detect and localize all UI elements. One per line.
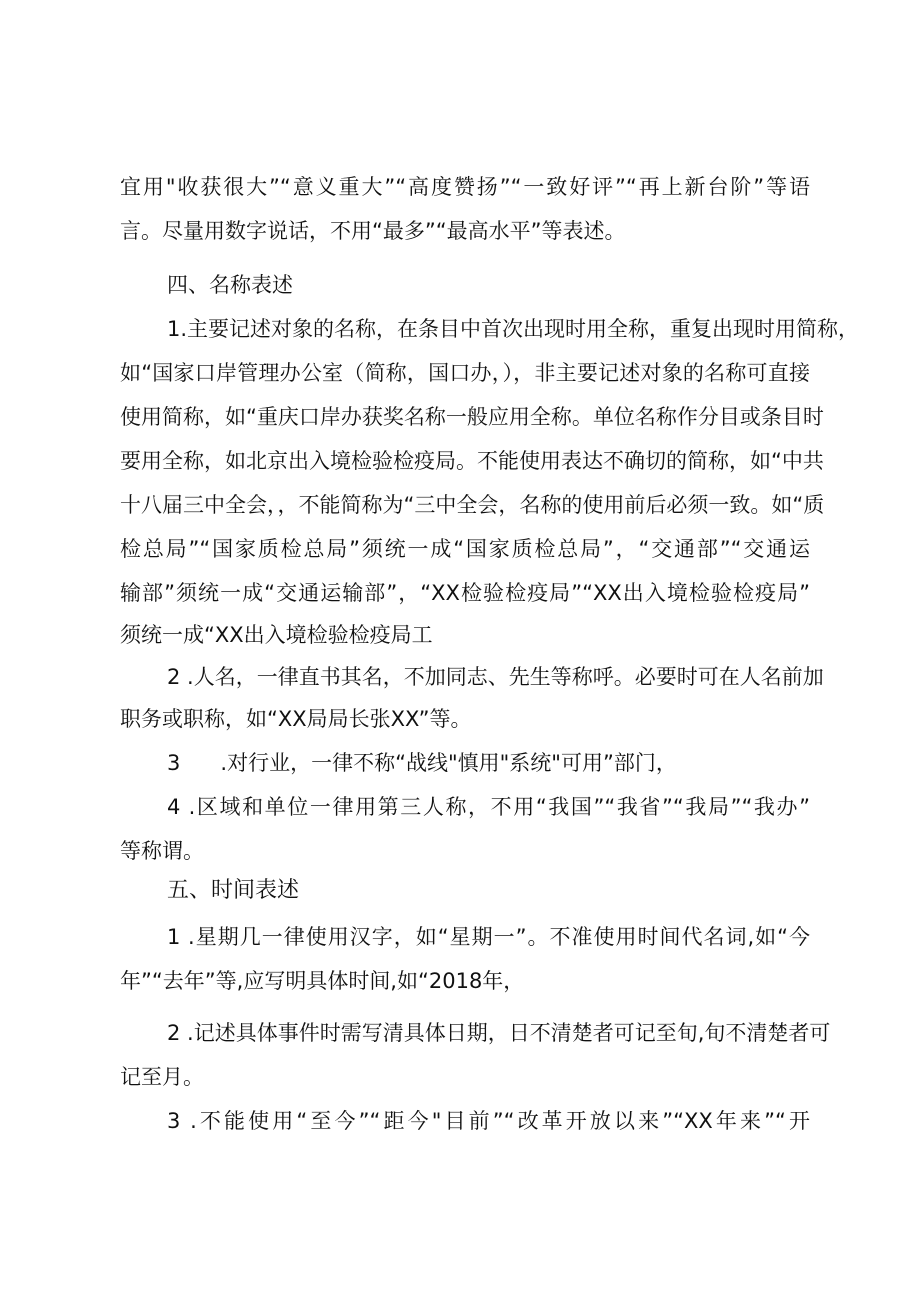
paragraph-line: 2 .记述具体事件时需写清具体日期，日不清楚者可记至旬,旬不清楚者可	[167, 1021, 831, 1045]
paragraph-line: 4 .区域和单位一律用第三人称，不用“我国”“我省”“我局”“我办”	[167, 795, 810, 819]
paragraph-line: 1.主要记述对象的名称，在条目中首次出现时用全称，重复出现时用简称，	[167, 317, 860, 341]
paragraph-line: 输部”须统一成“交通运输部”，“XX检验检疫局”“XX出入境检验检疫局”	[120, 581, 810, 605]
paragraph-line: 须统一成“XX出入境检验检疫局工	[120, 623, 433, 647]
paragraph-line: 要用全称，如北京出入境检验检疫局。不能使用表达不确切的简称，如“中共	[120, 449, 824, 473]
paragraph-line: 宜用"收获很大”“意义重大”“高度赞扬”“一致好评”“再上新台阶”等语	[120, 175, 810, 199]
paragraph-line: 检总局”“国家质检总局”须统一成“国家质检总局”，“交通部”“交通运	[120, 537, 810, 561]
paragraph-line: 年”“去年”等,应写明具体时间,如“2018年，	[120, 969, 525, 993]
paragraph-line: 1 .星期几一律使用汉字，如“星期一”。不准使用时间代名词,如“今	[167, 925, 810, 949]
paragraph-line: 2 .人名，一律直书其名，不加同志、先生等称呼。必要时可在人名前加	[167, 665, 824, 689]
section-heading-time: 五、时间表述	[167, 878, 300, 903]
paragraph-line: 使用简称，如“重庆口岸办获奖名称一般应用全称。单位名称作分目或条目时	[120, 405, 824, 429]
paragraph-line: 记至月。	[120, 1065, 204, 1089]
paragraph-line: 如“国家口岸管理办公室（简称，国口办，），非主要记述对象的名称可直接	[120, 361, 810, 385]
paragraph-line: 职务或职称，如“XX局局长张XX”等。	[120, 707, 472, 731]
paragraph-line: 等称谓。	[120, 839, 204, 863]
paragraph-line: 十八届三中全会，，不能简称为“三中全会，名称的使用前后必须一致。如“质	[120, 493, 825, 517]
paragraph-line: 3 .不能使用“至今”“距今"目前”“改革开放以来”“XX年来”“开	[167, 1109, 810, 1133]
paragraph-line: 3 .对行业，一律不称“战线"慎用"系统"可用”部门，	[167, 751, 677, 775]
paragraph-line: 言。尽量用数字说话，不用“最多”“最高水平”等表述。	[120, 219, 626, 243]
section-heading-names: 四、名称表述	[167, 273, 293, 297]
